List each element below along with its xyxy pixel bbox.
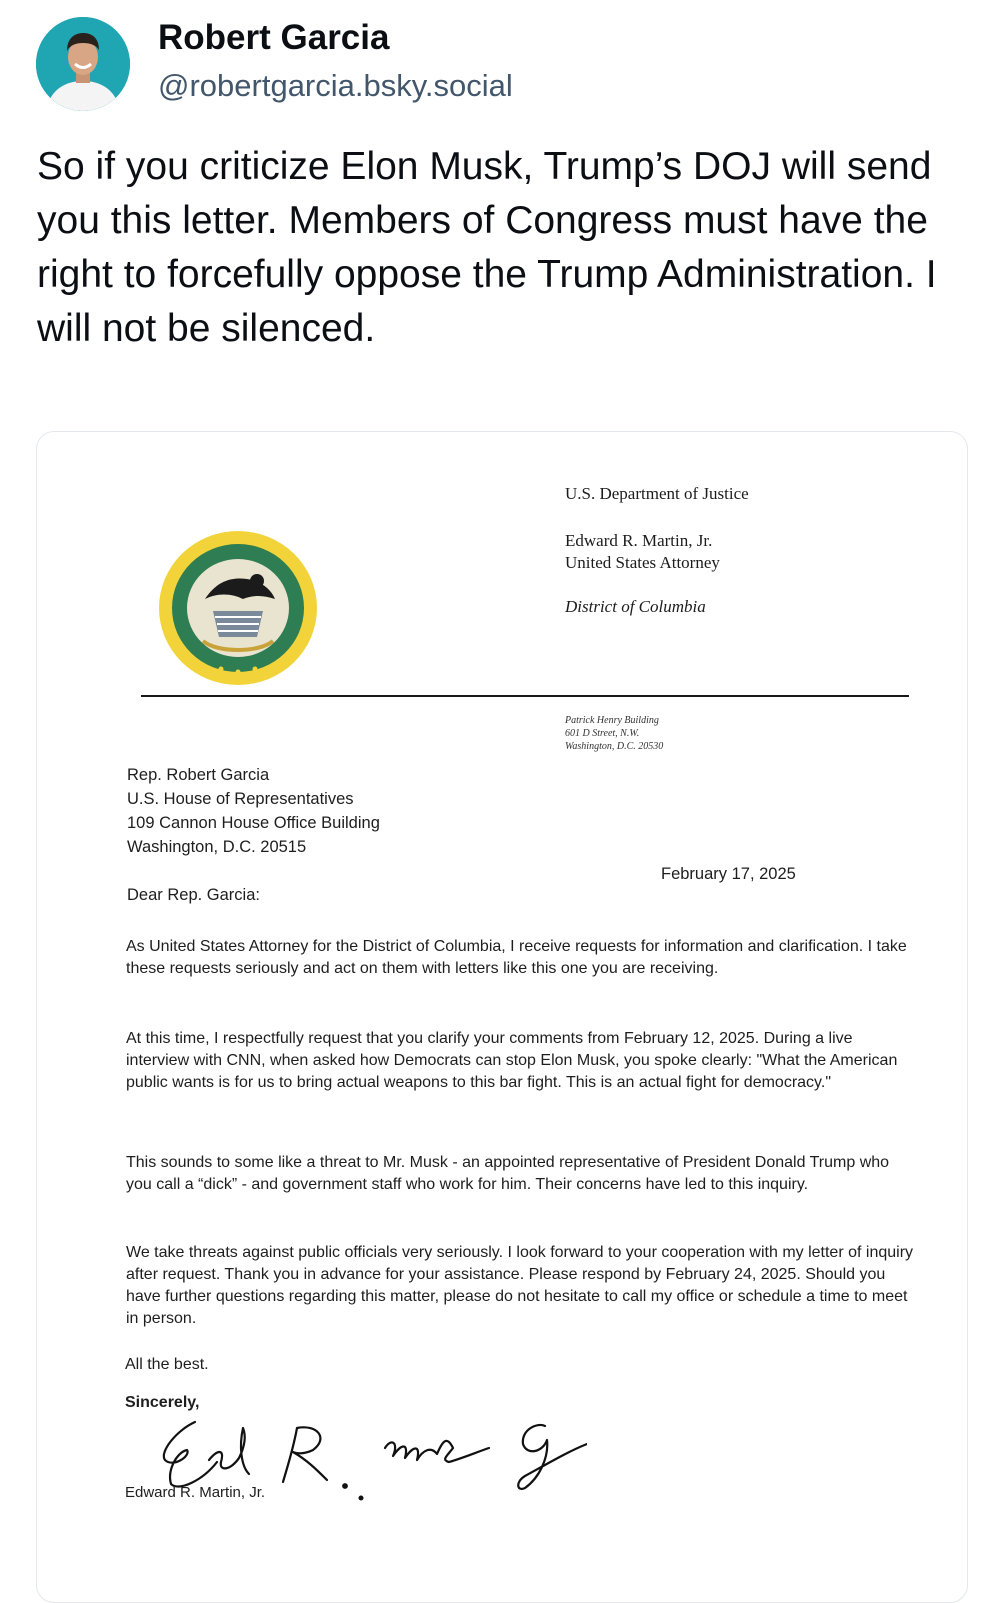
avatar[interactable] [36,17,130,111]
closing: All the best. [125,1356,209,1373]
letter-paragraph: This sounds to some like a threat to Mr. Musk - an appointed representative of President Donald Trump who you call a “dick” - and government staff who work for him. Their concerns have led to this inquiry. [126,1154,890,1193]
letterhead-district: District of Columbia [565,597,706,616]
recipient-line: U.S. House of Representatives [127,790,354,808]
office-address-city: Washington, D.C. 20530 [565,741,664,752]
recipient-line: Rep. Robert Garcia [127,766,270,784]
letter-paragraph: At this time, I respectfully request that you clarify your comments from February 12, 2025. During a live interview with CNN, when asked how Democrats can stop Elon Musk, you spoke clearly: "What the American public wants is for us to bring actual weapons to this bar fight. This is an actual fight for democracy." [126,1030,898,1091]
salutation: Dear Rep. Garcia: [127,886,260,904]
doj-letter [37,432,967,1602]
letterhead-department: U.S. Department of Justice [565,484,749,503]
author-handle[interactable]: @robertgarcia.bsky.social [158,68,513,103]
recipient-line: Washington, D.C. 20515 [127,838,307,856]
signer-name: Edward R. Martin, Jr. [125,1484,266,1501]
embedded-image[interactable] [36,431,968,1603]
office-address-building: Patrick Henry Building [565,715,659,726]
doj-seal-icon [157,529,319,687]
letter-paragraph: As United States Attorney for the District of Columbia, I receive requests for information and clarification. I take these requests seriously and act on them with letters like this one you are receiving. [126,938,907,977]
person-avatar-icon [36,17,130,111]
letter-paragraph: We take threats against public officials very seriously. I look forward to your cooperation with my letter of inquiry after request. Thank you in advance for your assistance. Please respond by February 24, 2025. Should you have further questions regarding this matter, please do not hesitate to call my office or schedule a time to meet in person. [126,1244,914,1327]
author-name[interactable]: Robert Garcia [158,18,390,57]
letter-date: February 17, 2025 [661,865,796,883]
sign-off: Sincerely, [125,1394,200,1411]
post-text: So if you criticize Elon Musk, Trump’s DOJ will send you this letter. Members of Congress must have the right to forcefully oppose the Trump Administration. I will not be silenced. [37,145,937,350]
letterhead-official-title: United States Attorney [565,553,720,572]
office-address-street: 601 D Street, N.W. [565,728,640,739]
letterhead-official-name: Edward R. Martin, Jr. [565,531,713,550]
recipient-line: 109 Cannon House Office Building [127,814,380,832]
letterhead-divider [141,695,909,697]
